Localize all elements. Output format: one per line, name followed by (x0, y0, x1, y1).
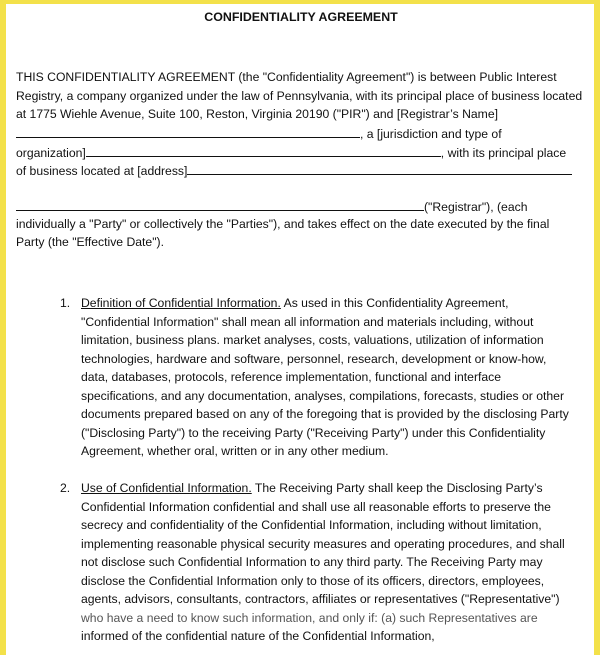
section-number: 1. (60, 296, 71, 310)
section-heading: Definition of Confidential Information. (81, 296, 281, 310)
preamble-line: of business located at [address] (16, 162, 572, 178)
section-line: informed of the confidential nature of the Confidential Information, (81, 629, 435, 643)
section-line: "Confidential Information" shall mean all information and materials including, without (81, 315, 534, 329)
preamble-line: , a [jurisdiction and type of (16, 125, 502, 141)
section-line: technologies, hardware and software, personnel, research, development or know-how, (81, 352, 547, 366)
section-first-line: Definition of Confidential Information. As used in this Confidentiality Agreement, (81, 296, 509, 310)
document-title: CONFIDENTIALITY AGREEMENT (204, 10, 398, 24)
section-first-line: Use of Confidential Information. The Receiving Party shall keep the Disclosing Party’s (81, 481, 543, 495)
section-line: implementing reasonable physical security measures and operating procedures, and shall (81, 537, 565, 551)
document-page (6, 4, 594, 655)
address-continued-blank[interactable] (16, 198, 424, 211)
address-blank[interactable] (187, 162, 572, 175)
section-line: agents, advisors, consultants, contractors, affiliates or representatives ("Representative") (81, 592, 560, 606)
section-line: not disclose such Confidential Information to any third party. The Receiving Party may (81, 555, 543, 569)
section-line: limitation, business plans. market analyses, costs, valuations, utilization of information (81, 333, 544, 347)
preamble-line: Party (the "Effective Date"). (16, 235, 164, 249)
section-line: disclose the Confidential Information only to those of its officers, directors, employees, (81, 574, 545, 588)
section-line: Agreement, whether oral, written or in any other medium. (81, 444, 389, 458)
section-line: data, databases, protocols, reference implementation, functional and interface (81, 370, 502, 384)
organization-blank[interactable] (86, 144, 441, 157)
preamble-line: ("Registrar"), (each (16, 198, 527, 214)
section-line: secrecy and confidentiality of the Confidential Information, including without limitation, (81, 518, 542, 532)
section-heading: Use of Confidential Information. (81, 481, 252, 495)
preamble-line: individually a "Party" or collectively the "Parties"), and takes effect on the date executed by the final (16, 217, 550, 231)
section-line: specifications, and any documentation, analyses, compilations, forecasts, studies or other (81, 389, 565, 403)
section-number: 2. (60, 481, 71, 495)
preamble-line: organization] , with its principal place (16, 146, 567, 160)
section-line: who have a need to know such information, and only if: (a) such Representatives are (81, 611, 538, 625)
preamble-line: Registry, a company organized under the law of Pennsylvania, with its principal place of business located (16, 89, 583, 103)
section-line: ("Disclosing Party") to the receiving Party ("Receiving Party") under this Confidentiality (81, 426, 546, 440)
section-line: Confidential Information confidential and shall use all reasonable efforts to preserve the (81, 500, 551, 514)
section-line: documents prepared based on any of the foregoing that is provided by the disclosing Party (81, 407, 569, 421)
preamble-line: at 1775 Wiehle Avenue, Suite 100, Reston, Virginia 20190 ("PIR") and [Registrar’s Name] (16, 107, 498, 121)
registrar-name-blank[interactable] (16, 125, 360, 138)
preamble-line: THIS CONFIDENTIALITY AGREEMENT (the "Confidentiality Agreement") is between Public Interest (16, 70, 557, 84)
